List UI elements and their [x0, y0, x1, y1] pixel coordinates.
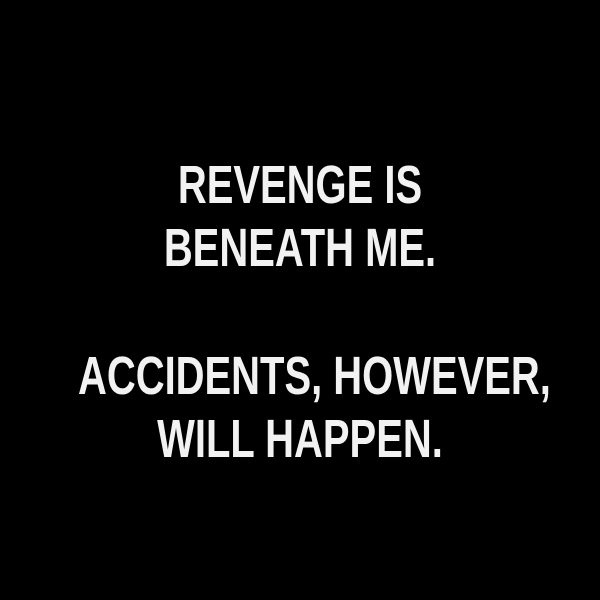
quote-line-2: BENEATH ME.: [163, 218, 437, 278]
quote-line-3: ACCIDENTS, HOWEVER,: [78, 346, 551, 406]
quote-line-1: REVENGE IS: [177, 155, 423, 215]
quote-line-4: WILL HAPPEN.: [157, 409, 443, 469]
